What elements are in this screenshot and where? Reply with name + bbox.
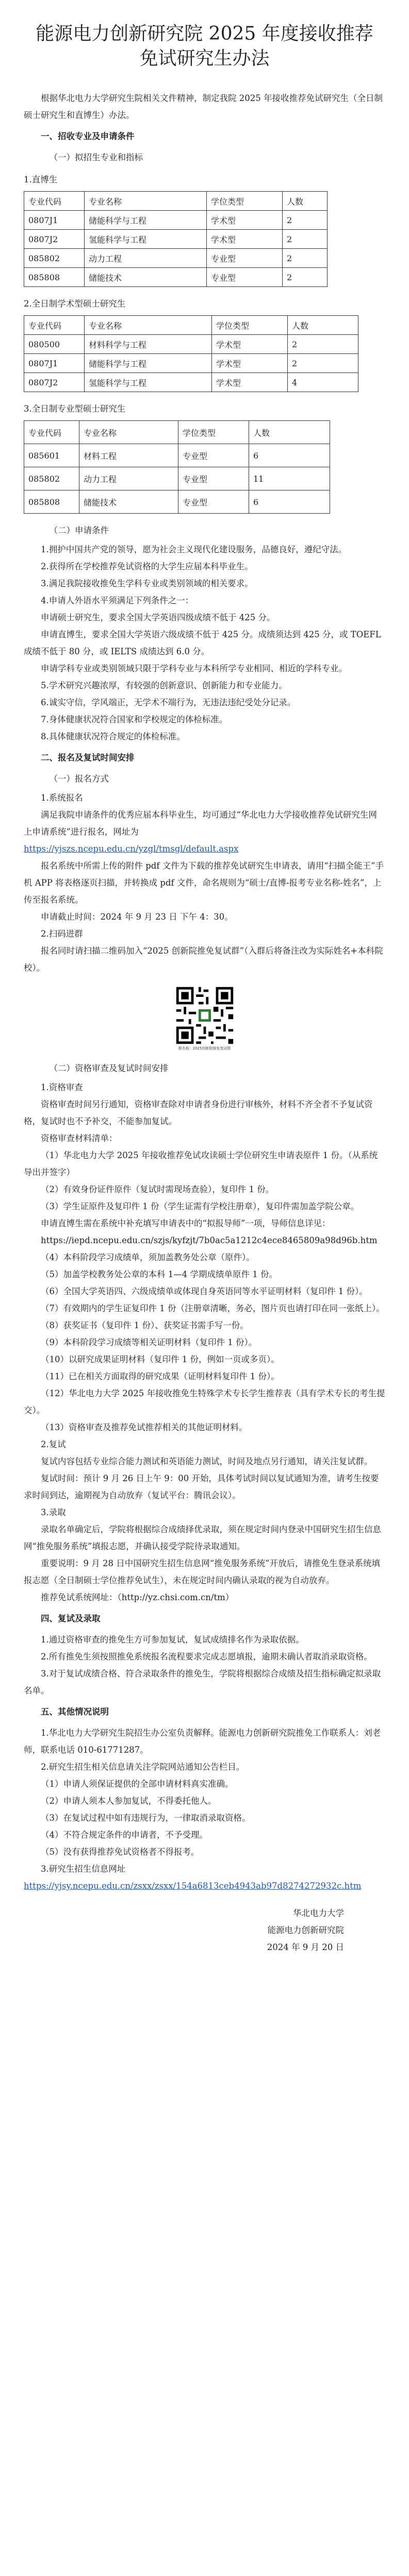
table-row — [24, 268, 328, 287]
qr-caption: 群名称：2025创新院推免复试群 — [178, 1046, 231, 1050]
list-item: 资格审查时间另行通知，资格审查除对申请者身份进行审核外，材料不齐全者不予复试资格，复试时也不予补交，不能参加复试。 — [24, 1099, 373, 1126]
list-item: （13）资格审查及推荐免试推荐相关的其他证明材料。 — [41, 1422, 248, 1432]
list-item: 7.身体健康状况符合国家和学校规定的体检标准。 — [41, 715, 228, 724]
step-heading: 1.系统报名 — [41, 793, 83, 803]
table-header-cell: 学位类型 — [212, 316, 288, 335]
table-header-cell: 人数 — [283, 192, 328, 211]
list-item: （12）华北电力大学 2025 年接收推免生特殊学术专长学生推荐表（具有学术专长的考生提交）。 — [24, 1388, 385, 1415]
table-header-cell: 专业代码 — [24, 192, 85, 211]
list-item: 8.具体健康状况符合规定的体检标准。 — [41, 732, 185, 741]
subsection-heading: （二）申请条件 — [49, 526, 109, 535]
wechat-group-qr-code — [174, 985, 236, 1052]
direct-phd-table — [24, 191, 328, 287]
list-item: （4）不符合规定条件的申请者，不予受理。 — [41, 1830, 208, 1840]
table-cell: 0807J1 — [24, 211, 85, 230]
table-cell: 学术型 — [212, 335, 288, 354]
table-cell: 学术型 — [212, 373, 288, 392]
footer-link[interactable]: https://yjsy.ncepu.edu.cn/zsxx/zsxx/154a6813ceb4943ab97d8274272932c.htm — [24, 1881, 362, 1891]
list-item: 复试时间：预计 9 月 26 日上午 9：00 开始，具体考试时间以复试通知为准，请考生按要求时间到达，逾期视为自动放弃（复试平台：腾讯会议）。 — [24, 1473, 379, 1500]
table-cell: 080500 — [24, 335, 85, 354]
table-cell: 2 — [288, 335, 358, 354]
table-cell: 085808 — [24, 490, 79, 514]
table-header-cell: 专业名称 — [85, 192, 207, 211]
table-cell: 材料工程 — [79, 444, 178, 467]
list-item: （2）申请人须本人参加复试，不得委托他人。 — [41, 1796, 217, 1806]
table-cell: 材料科学与工程 — [85, 335, 212, 354]
table-row — [24, 249, 328, 268]
signature-date: 2024 年 9 月 20 日 — [267, 1942, 344, 1952]
admit-list — [24, 1521, 385, 1606]
list-item: （6）全国大学英语四、六级成绩单或体现自身英语同等水平证明材料（复印件 1 份）。 — [41, 1286, 368, 1296]
table-caption: 1.直博生 — [24, 175, 58, 184]
table-header-cell: 学位类型 — [178, 421, 249, 444]
list-item: 1.通过资格审查的推免生方可参加复试，复试成绩排名作为录取依据。 — [41, 1635, 304, 1645]
table-header-cell: 人数 — [249, 421, 330, 444]
table-cell: 动力工程 — [79, 467, 178, 490]
list-item: （4）本科阶段学习成绩单，须加盖教务处公章（原件）。 — [41, 1252, 255, 1262]
table-header-row — [24, 192, 328, 211]
list-item: （9）本科阶段学习成绩等相关证明材料（复印件 1 份）。 — [41, 1337, 257, 1347]
list-item: 1.华北电力大学研究生院招生办公室负责解释。能源电力创新研究院推免工作联系人：刘老师，联系电话 010-61771287。 — [24, 1728, 381, 1755]
list-item: 3.满足我院接收推免生学科专业或类别领域的相关要求。 — [41, 579, 253, 588]
qr-code-icon — [174, 985, 236, 1046]
list-item: 4.申请人外语水平须满足下列条件之一： — [41, 596, 194, 605]
list-item: https://iepd.ncepu.edu.cn/szjs/kyfzjt/7b0ac5a1212c4ece8465809a98d96b.htm — [41, 1235, 378, 1245]
list-item: 申请直博生需在系统中补充填写申请表中的“拟报导师”一项，导师信息详见： — [41, 1218, 331, 1228]
table-header-cell: 专业代码 — [24, 316, 85, 335]
list-item: （3）在复试过程中如有违规行为，一律取消录取资格。 — [41, 1813, 251, 1823]
subsection-heading: （一）拟招生专业和指标 — [49, 152, 143, 162]
table-cell: 2 — [283, 230, 328, 249]
title-line-2: 免试研究生办法 — [139, 48, 270, 69]
table-cell: 专业型 — [178, 467, 249, 490]
subsection-heading: （一）报名方式 — [49, 774, 109, 784]
table-cell: 2 — [283, 268, 328, 287]
table-row — [24, 354, 358, 373]
list-item: 3.研究生招生信息网址 — [41, 1864, 126, 1874]
list-item: 6.诚实守信，学风端正，无学术不端行为，无违法违纪受处分记录。 — [41, 698, 296, 707]
section-heading: 二、报名及复试时间安排 — [41, 753, 135, 762]
retest-list — [24, 1453, 385, 1504]
table-cell: 学术型 — [207, 211, 283, 230]
table-cell: 4 — [288, 373, 358, 392]
list-item: （1）申请人须保证提供的全部申请材料真实准确。 — [41, 1779, 234, 1789]
registration-text: 满足我院申请条件的优秀应届本科毕业生，均可通过“华北电力大学接收推荐免试研究生网上申请系统”进行报名，网址为 — [24, 810, 377, 837]
table-cell: 085601 — [24, 444, 79, 467]
table-header-row — [24, 316, 358, 335]
table-header-cell: 专业名称 — [85, 316, 212, 335]
table-cell: 储能科学与工程 — [85, 211, 207, 230]
step-heading: 3.录取 — [41, 1507, 66, 1517]
list-item: 复试内容包括专业综合能力测试和英语能力测试，时间及地点另行通知，请关注复试群。 — [41, 1456, 373, 1466]
table-cell: 学术型 — [207, 230, 283, 249]
registration-text-2: 报名系统中所需上传的附件 pdf 文件为下载的推荐免试研究生申请表，请用“扫描全能王”手机 APP 将表格逐页扫描，并转换成 pdf 文件，命名规则为“硕士/直博-报考专业名称-姓名”，上传至报名系统。 — [24, 861, 384, 905]
list-item: （2）有效身份证件原件（复试时需现场查验），复印件 1 份。 — [41, 1184, 274, 1194]
registration-deadline: 申请截止时间：2024 年 9 月 23 日 下午 4：30。 — [41, 912, 233, 922]
other-list — [24, 1724, 385, 1877]
table-cell: 0807J2 — [24, 230, 85, 249]
table-cell: 专业型 — [207, 268, 283, 287]
table-caption: 2.全日制学术型硕士研究生 — [24, 299, 126, 309]
table-row — [24, 211, 328, 230]
list-item: （5）没有获得推荐免试资格者不得报考。 — [41, 1847, 200, 1857]
table-row — [24, 335, 358, 354]
step-heading: 2.复试 — [41, 1439, 66, 1449]
admission-list — [24, 1631, 385, 1699]
table-cell: 储能科学与工程 — [85, 354, 212, 373]
table-caption: 3.全日制专业型硕士研究生 — [24, 404, 126, 414]
academic-master-table — [24, 315, 358, 392]
section-heading: 一、招收专业及申请条件 — [41, 131, 135, 141]
table-header-cell: 人数 — [288, 316, 358, 335]
table-cell: 0807J1 — [24, 354, 85, 373]
signature-institute: 能源电力创新研究院 — [267, 1925, 344, 1935]
table-cell: 0807J2 — [24, 373, 85, 392]
table-cell: 氢能科学与工程 — [85, 230, 207, 249]
table-cell: 专业型 — [207, 249, 283, 268]
section-heading: 五、其他情况说明 — [41, 1707, 109, 1717]
intro-paragraph: 根据华北电力大学研究生院相关文件精神，制定我院 2025 年接收推荐免试研究生（全日制硕士研究生和直博生）办法。 — [24, 93, 383, 120]
professional-master-table — [24, 420, 330, 514]
step-heading: 1.资格审查 — [41, 1082, 83, 1092]
table-cell: 储能技术 — [85, 268, 207, 287]
list-item: 3.对于复试成绩合格、符合录取条件的推免生，学院将根据综合成绩及招生指标确定拟录取名单。 — [24, 1669, 381, 1696]
table-cell: 085808 — [24, 268, 85, 287]
table-cell: 2 — [283, 211, 328, 230]
table-row — [24, 373, 358, 392]
list-item: （1）华北电力大学 2025 年接收推荐免试攻读硕士学位研究生申请表原件 1 份。（从系统导出并签字） — [24, 1150, 378, 1177]
table-row — [24, 490, 330, 514]
list-item: 申请直博生，要求全国大学英语六级成绩不低于 425 分。成绩须达到 425 分，或 TOEFL 成绩不低于 80 分，或 IELTS 成绩达到 6.0 分。 — [24, 630, 381, 656]
list-item: 资格审查材料清单： — [41, 1133, 118, 1143]
list-item: 2.研究生招生相关信息请关注学院网站通知公告栏目。 — [41, 1762, 245, 1772]
title-line-1: 能源电力创新研究院 2025 年度接收推荐 — [36, 23, 373, 44]
table-cell: 2 — [288, 354, 358, 373]
step-heading: 2.扫码进群 — [41, 929, 83, 939]
table-cell: 专业型 — [178, 490, 249, 514]
table-cell: 学术型 — [212, 354, 288, 373]
list-item: 5.学术研究兴趣浓厚，有较强的创新意识、创新能力和专业能力。 — [41, 681, 287, 690]
signature-school: 华北电力大学 — [293, 1908, 344, 1918]
list-item: 2.获得所在学校推荐免试资格的大学生应届本科毕业生。 — [41, 562, 253, 571]
list-item: 申请硕士研究生，要求全国大学英语四级成绩不低于 425 分。 — [41, 613, 275, 622]
registration-link[interactable]: https://yjszs.ncepu.edu.cn/yzgl/tmsgl/default.aspx — [24, 844, 239, 854]
list-item: （10）以研究成果证明材料（复印件 1 份，例如一页或多页）。 — [41, 1354, 280, 1364]
list-item: 申请学科专业或类别领域只限于学科专业与本科所学专业相同、相近的学科专业。 — [41, 664, 347, 673]
list-item: （8）获奖证书（复印件 1 份）、获奖证书需手写一份。 — [41, 1320, 249, 1330]
table-cell: 6 — [249, 490, 330, 514]
table-cell: 储能技术 — [79, 490, 178, 514]
qr-text: 报名同时请扫描二维码加入“2025 创新院推免复试群”（入群后将备注改为实际姓名+本科院校）。 — [24, 946, 383, 973]
table-row — [24, 230, 328, 249]
table-cell: 085802 — [24, 249, 85, 268]
table-cell: 11 — [249, 467, 330, 490]
table-header-cell: 专业代码 — [24, 421, 79, 444]
list-item: （7）有效期内的学生证复印件 1 份（注册章清晰，务必，图片页也请打印在同一张纸上）。 — [41, 1303, 385, 1313]
table-cell: 动力工程 — [85, 249, 207, 268]
conditions-list — [24, 541, 385, 745]
list-item: 1.拥护中国共产党的领导，愿为社会主义现代化建设服务，品德良好，遵纪守法。 — [41, 545, 347, 554]
list-item: 推荐免试系统网址：（http://yz.chsi.com.cn/tm） — [41, 1592, 234, 1602]
table-header-cell: 专业名称 — [79, 421, 178, 444]
list-item: 录取名单确定后，学院将根据综合成绩择优录取，须在规定时间内登录中国研究生招生信息网“推免服务系统”填报志愿，并确认接受学院待录取通知。 — [24, 1524, 381, 1551]
table-cell: 专业型 — [178, 444, 249, 467]
list-item: 重要说明：9 月 28 日中国研究生招生信息网“推免服务系统”开放后，请推免生登录系统填报志愿（全日制硕士学位推荐免试生），未在规定时间内确认录取的视为自动放弃。 — [24, 1558, 381, 1585]
table-cell: 2 — [283, 249, 328, 268]
table-cell: 氢能科学与工程 — [85, 373, 212, 392]
table-cell: 085802 — [24, 467, 79, 490]
list-item: 2.所有推免生须按照推免系统报名流程要求完成志愿填报，逾期未确认者取消录取资格。 — [41, 1652, 372, 1662]
subsection-heading: （二）资格审查及复试时间安排 — [49, 1063, 169, 1073]
page-title — [24, 22, 385, 71]
section-heading: 四、复试及录取 — [41, 1614, 101, 1623]
list-item: （5）加盖学校教务处公章的本科 1—4 学期成绩单原件 1 份。 — [41, 1269, 277, 1279]
table-header-row — [24, 421, 330, 444]
table-cell: 6 — [249, 444, 330, 467]
table-row — [24, 444, 330, 467]
list-item: （11）已在相关方面取得的研究成果（证明材料复印件 1 份）。 — [41, 1371, 280, 1381]
list-item: （3）学生证原件及复印件 1 份（学生证需有学校注册章），复印件需加盖学院公章。 — [41, 1201, 359, 1211]
table-header-cell: 学位类型 — [207, 192, 283, 211]
table-row — [24, 467, 330, 490]
review-list — [24, 1096, 385, 1436]
